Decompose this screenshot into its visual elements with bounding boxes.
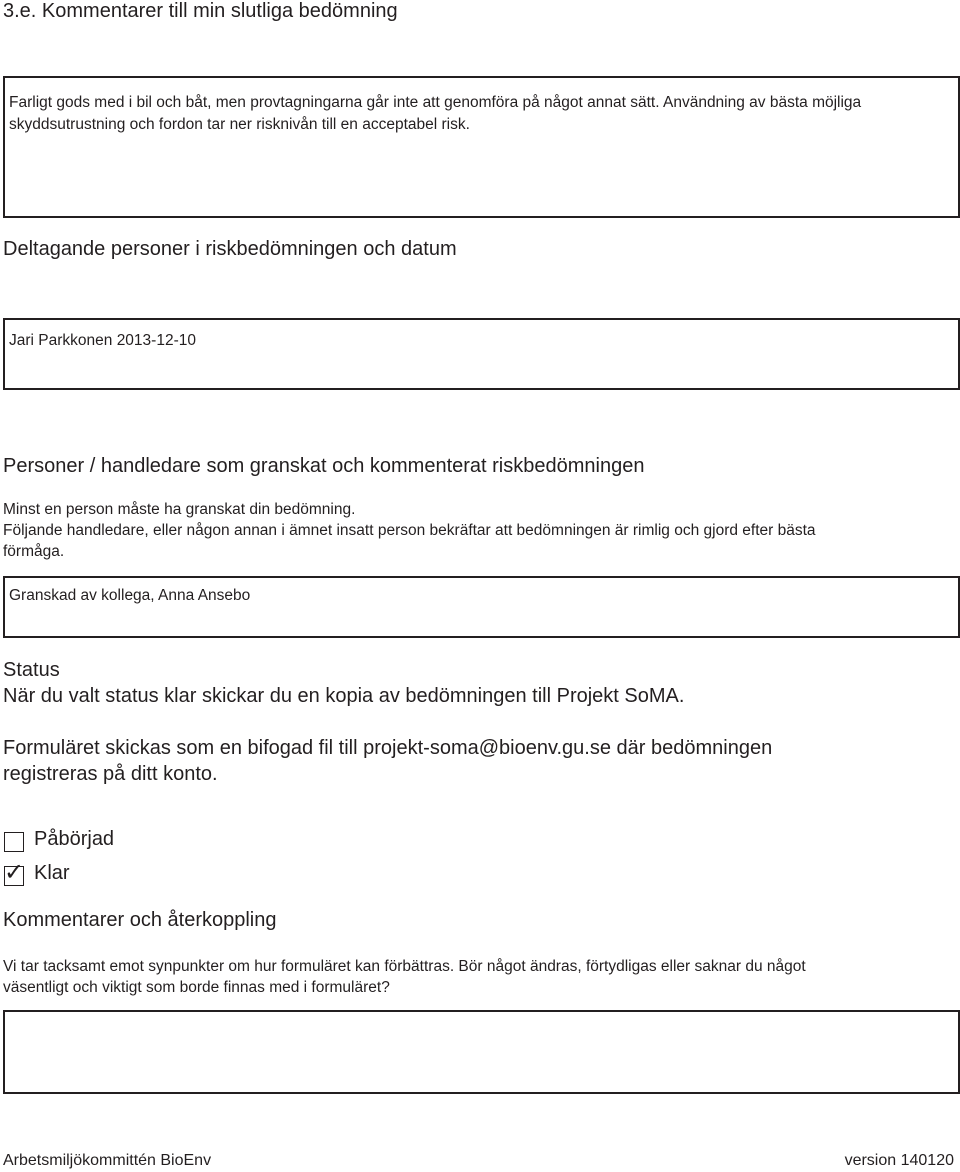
footer-right: version 140120 — [844, 1152, 954, 1169]
participants-field[interactable] — [3, 318, 960, 390]
reviewers-info-line2: Följande handledare, eller någon annan i ämnet insatt person bekräftar att bedömningen är rimlig och gjord efter bästa — [3, 522, 816, 539]
participants-value: Jari Parkkonen 2013-12-10 — [9, 332, 196, 349]
feedback-heading: Kommentarer och återkoppling — [3, 909, 277, 931]
final-comment-field[interactable] — [3, 76, 960, 218]
feedback-field[interactable] — [3, 1010, 960, 1094]
reviewers-info-line1: Minst en person måste ha granskat din bedömning. — [3, 501, 356, 518]
feedback-line1: Vi tar tacksamt emot synpunkter om hur formuläret kan förbättras. Bör något ändras, förtydligas eller saknar du något — [3, 958, 806, 975]
reviewers-field[interactable] — [3, 576, 960, 638]
checkbox-paborjad-label: Påbörjad — [34, 828, 115, 850]
checkbox-klar[interactable] — [4, 858, 25, 886]
reviewers-info-line3: förmåga. — [3, 543, 65, 560]
final-comment-line1: Farligt gods med i bil och båt, men provtagningarna går inte att genomföra på något annat sätt. Användning av bästa möjliga — [9, 94, 862, 111]
checkbox-paborjad[interactable] — [4, 832, 24, 852]
status-heading: Status — [3, 659, 60, 681]
section-title: 3.e. Kommentarer till min slutliga bedömning — [3, 0, 398, 22]
status-line1: När du valt status klar skickar du en kopia av bedömningen till Projekt SoMA. — [3, 685, 685, 707]
final-comment-line2: skyddsutrustning och fordon tar ner risknivån till en acceptabel risk. — [9, 116, 470, 133]
footer-left: Arbetsmiljökommittén BioEnv — [3, 1152, 212, 1169]
check-icon: ✓ — [4, 858, 25, 886]
status-line3: registreras på ditt konto. — [3, 763, 218, 785]
participants-heading: Deltagande personer i riskbedömningen och datum — [3, 238, 457, 260]
reviewers-heading: Personer / handledare som granskat och kommenterat riskbedömningen — [3, 455, 645, 477]
status-line2: Formuläret skickas som en bifogad fil till projekt-soma@bioenv.gu.se där bedömningen — [3, 737, 773, 759]
feedback-line2: väsentligt och viktigt som borde finnas med i formuläret? — [3, 979, 390, 996]
reviewers-value: Granskad av kollega, Anna Ansebo — [9, 587, 251, 604]
checkbox-klar-label: Klar — [34, 862, 70, 884]
